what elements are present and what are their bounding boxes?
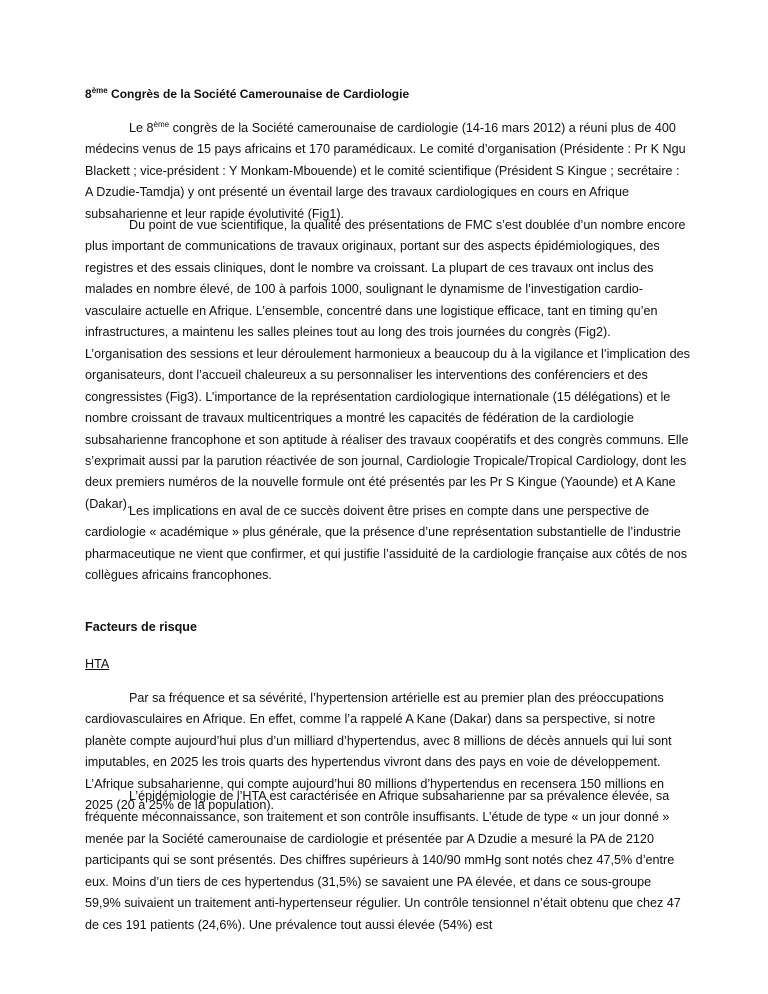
paragraph-implications: Les implications en aval de ce succès doivent être prises en compte dans une perspective de cardiologie « académique » plus générale, que la présence d’une représentation substantielle de l’industrie pharmaceutique ne vient que confirmer, et qui justifie l’assiduité de la cardiologie française aux côtés de nos collègues africains francophones.: [85, 504, 688, 583]
subsection-heading-hta: HTA: [85, 657, 110, 671]
section-heading-risk-factors: Facteurs de risque: [85, 620, 197, 634]
document-title: 8ème Congrès de la Société Camerounaise de Cardiologie: [85, 86, 410, 101]
paragraph-intro: Le 8ème congrès de la Société camerounaise de cardiologie (14-16 mars 2012) a réuni plus de 400 médecins venus de 15 pays africains et 170 paramédicaux. Le comité d’organisation (Présidente : Pr K Ngu Blackett ; vice-président : Y Monkam-Mbouende) et le comité scientifique (Président S Kingue ; secrétaire : A Dzudie-Tamdja) y ont présenté un éventail large des travaux cardiologiques en cours en Afrique subsaharienne et leur rapide évolutivité (Fig1).: [85, 120, 686, 221]
paragraph-hta-epidemiology: L’épidémiologie de l’HTA est caractérisée en Afrique subsaharienne par sa prévalence élevée, sa fréquente méconnaissance, son traitement et son contrôle insuffisants. L’étude de type « un jour donné » menée par la Société camerounaise de cardiologie et présentée par A Dzudie a mesuré la PA de 2120 participants qui se sont présentés. Des chiffres supérieurs à 140/90 mmHg sont notés chez 47,5% d’entre eux. Moins d’un tiers de ces hypertendus (31,5%) se savaient une PA élevée, et dans ce sous-groupe 59,9% suivaient un traitement anti-hypertenseur régulier. Un contrôle tensionnel n’était obtenu que chez 47 de ces 191 patients (24,6%). Une prévalence tout aussi élevée (54%) est: [85, 789, 681, 932]
paragraph-hta-prevalence: Par sa fréquence et sa sévérité, l’hypertension artérielle est au premier plan des préoccupations cardiovasculaires en Afrique. En effet, comme l’a rappelé A Kane (Dakar) dans sa perspective, si notre planète compte aujourd’hui plus d’un milliard d’hypertendus, avec 8 millions de décès annuels qui lui sont imputables, en 2025 les trois quarts des hypertendus vivront dans des pays en voie de développement. L’Afrique subsaharienne, qui compte aujourd’hui 80 millions d’hypertendus en recensera 150 millions en 2025 (20 à 25% de la population).: [85, 691, 672, 813]
paragraph-scientific: Du point de vue scientifique, la qualité des présentations de FMC s’est doublée d’un nombre encore plus important de communications de travaux originaux, portant sur des aspects épidémiologiques, des registres et des essais cliniques, dont le nombre va croissant. La plupart de ces travaux ont inclus des malades en nombre élevé, de 100 à parfois 1000, soulignant le dynamisme de l’investigation cardio-vasculaire actuelle en Afrique. L’ensemble, concentré dans une logistique efficace, tant en timing qu’en infrastructures, a maintenu les salles pleines tout au long des trois journées du congrès (Fig2). L’organisation des sessions et leur déroulement harmonieux a beaucoup du à la vigilance et l’implication des organisateurs, dont l’accueil chaleureux a su personnaliser les interventions des conférenciers et des congressistes (Fig3). L’importance de la représentation cardiologique internationale (15 délégations) et le nombre croissant de travaux multicentriques a montré les capacités de fédération de la cardiologie subsaharienne francophone et son aptitude à réaliser des travaux coopératifs et des congrès communs. Elle s’exprimait aussi par la parution réactivée de son journal, Cardiologie Tropicale/Tropical Cardiology, dont les deux premiers numéros de la nouvelle formule ont été présentés par les Pr S Kingue (Yaounde) et A Kane (Dakar).: [85, 218, 690, 511]
